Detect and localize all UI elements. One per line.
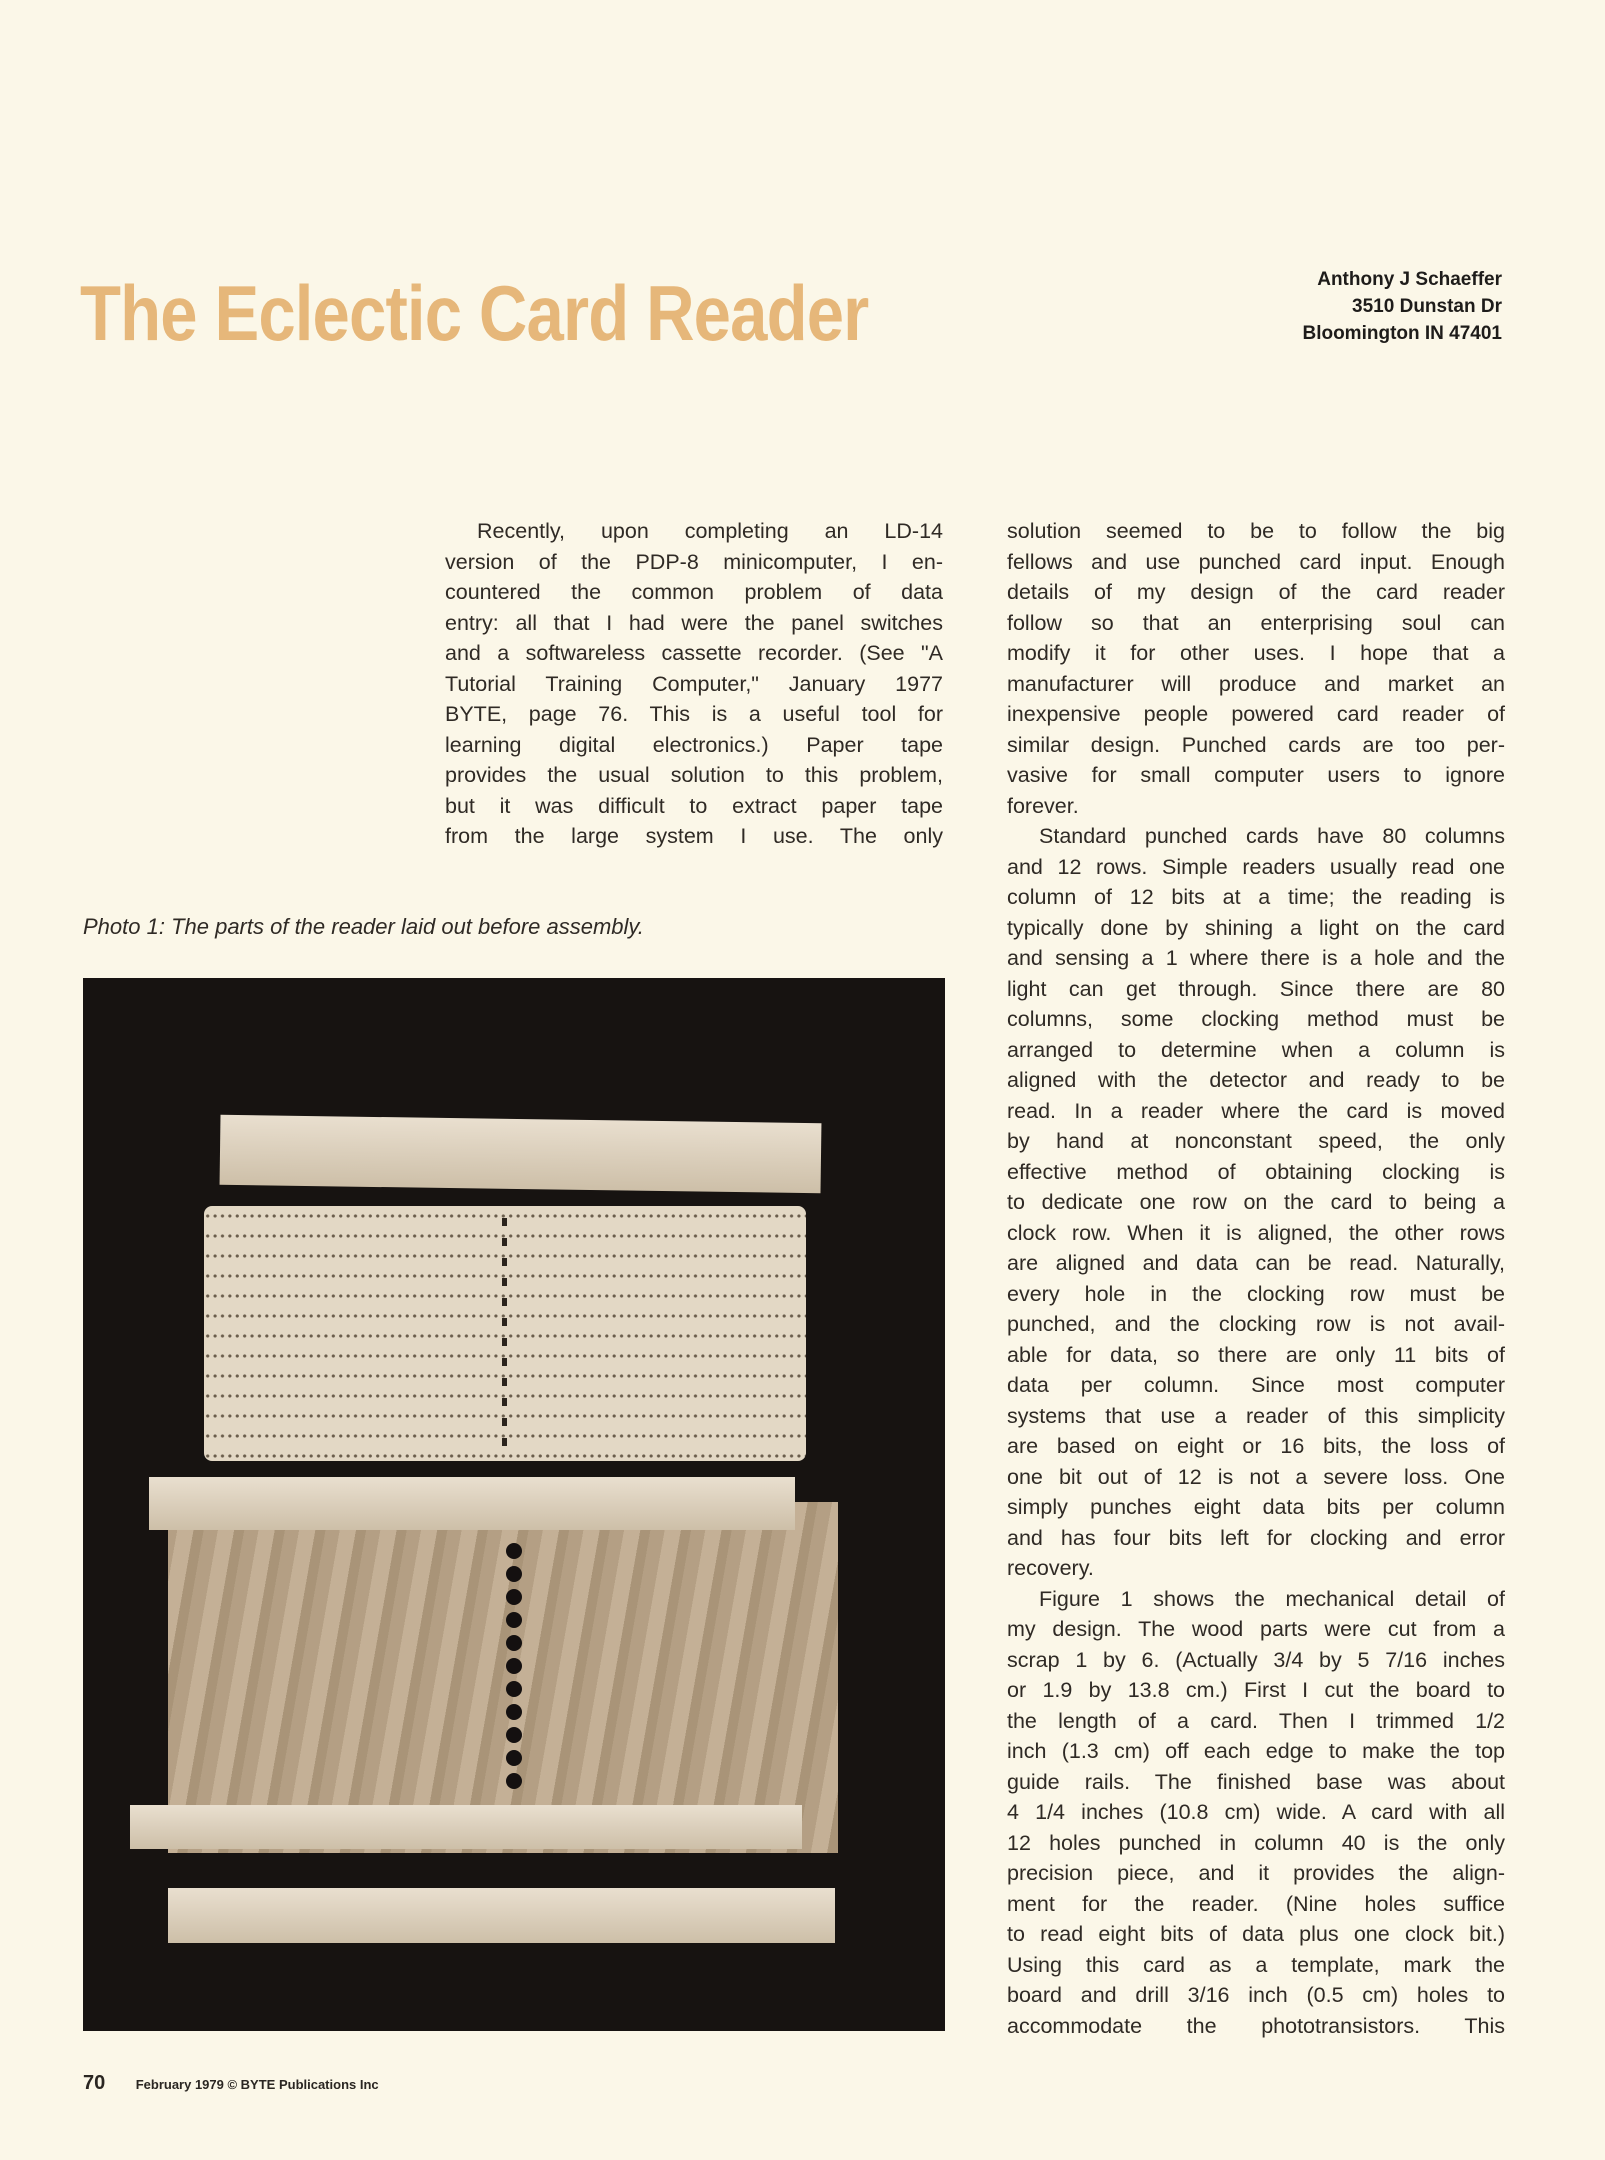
text-line: but it was difficult to extract paper tape <box>445 793 943 818</box>
text-line: ment for the reader. (Nine holes suffice <box>1007 1891 1505 1916</box>
text-line: read. In a reader where the card is moved <box>1007 1098 1505 1123</box>
text-line: arranged to determine when a column is <box>1007 1037 1505 1062</box>
lower-guide-rail <box>130 1805 802 1849</box>
text-line: Using this card as a template, mark the <box>1007 1952 1505 1977</box>
text-line: simply punches eight data bits per column <box>1007 1495 1505 1519</box>
text-line: to dedicate one row on the card to being a <box>1007 1190 1505 1214</box>
text-line: and sensing a 1 where there is a hole and the <box>1007 946 1505 970</box>
text-line: light can get through. Since there are 80 <box>1007 976 1505 1001</box>
text-line: to read eight bits of data plus one clock bit.) <box>1007 1922 1505 1946</box>
text-line: inch (1.3 cm) off each edge to make the top <box>1007 1739 1505 1763</box>
text-line: able for data, so there are only 11 bits of <box>1007 1342 1505 1367</box>
text-line: my design. The wood parts were cut from a <box>1007 1617 1505 1641</box>
punched-column <box>502 1218 507 1448</box>
punched-card <box>204 1206 806 1461</box>
text-line: 12 holes punched in column 40 is the only <box>1007 1830 1505 1855</box>
author-name: Anthony J Schaeffer <box>1317 269 1502 290</box>
text-line: inexpensive people powered card reader of <box>1007 702 1505 726</box>
top-guide-rail <box>220 1115 822 1193</box>
text-line: Tutorial Training Computer," January 1977 <box>445 671 943 696</box>
body-column-right <box>1007 516 1505 2041</box>
text-line: manufacturer will produce and market an <box>1007 671 1505 696</box>
text-line: board and drill 3/16 inch (0.5 cm) holes to <box>1007 1983 1505 2007</box>
text-line: by hand at nonconstant speed, the only <box>1007 1129 1505 1153</box>
hole <box>506 1612 522 1628</box>
text-line: accommodate the phototransistors. This <box>1007 2013 1505 2038</box>
text-line: vasive for small computer users to ignore <box>1007 763 1505 787</box>
text-line: every hole in the clocking row must be <box>1007 1281 1505 1306</box>
hole <box>506 1589 522 1605</box>
hole <box>506 1773 522 1789</box>
text-line: and a softwareless cassette recorder. (See "A <box>445 641 943 665</box>
text-line: effective method of obtaining clocking is <box>1007 1159 1505 1184</box>
text-line: column of 12 bits at a time; the reading is <box>1007 885 1505 909</box>
text-line: precision piece, and it provides the align- <box>1007 1861 1505 1885</box>
hole <box>506 1704 522 1720</box>
text-line: are aligned and data can be read. Naturally, <box>1007 1251 1505 1275</box>
author-city: Bloomington IN 47401 <box>1302 323 1502 344</box>
text-line: solution seemed to be to follow the big <box>1007 519 1505 543</box>
page-number: 70 <box>83 2072 106 2094</box>
text-line: fellows and use punched card input. Enough <box>1007 549 1505 574</box>
text-line: guide rails. The finished base was about <box>1007 1769 1505 1794</box>
text-line: forever. <box>1007 793 1079 818</box>
photo-caption: Photo 1: The parts of the reader laid out before assembly. <box>83 914 644 939</box>
bottom-strip <box>168 1888 835 1943</box>
text-line: punched, and the clocking row is not avail- <box>1007 1312 1505 1336</box>
page-footer <box>83 2072 379 2095</box>
text-line: and has four bits left for clocking and error <box>1007 1525 1505 1550</box>
text-line: the length of a card. Then I trimmed 1/2 <box>1007 1708 1505 1733</box>
text-line: details of my design of the card reader <box>1007 580 1505 604</box>
hole <box>506 1658 522 1674</box>
hole <box>506 1635 522 1651</box>
hole <box>506 1543 522 1559</box>
text-line: scrap 1 by 6. (Actually 3/4 by 5 7/16 inches <box>1007 1647 1505 1672</box>
text-line: recovery. <box>1007 1556 1094 1580</box>
article-title: The Eclectic Card Reader <box>80 269 869 357</box>
author-block <box>1302 266 1502 347</box>
text-line: entry: all that I had were the panel switches <box>445 610 943 635</box>
author-street: 3510 Dunstan Dr <box>1352 296 1502 317</box>
hole <box>506 1750 522 1766</box>
text-line: typically done by shining a light on the card <box>1007 915 1505 940</box>
text-line: systems that use a reader of this simplicity <box>1007 1403 1505 1428</box>
text-line: data per column. Since most computer <box>1007 1373 1505 1397</box>
text-line: 4 1/4 inches (10.8 cm) wide. A card with all <box>1007 1800 1505 1824</box>
publication-credit: February 1979 © BYTE Publications Inc <box>135 2077 379 2092</box>
text-line: modify it for other uses. I hope that a <box>1007 641 1505 665</box>
text-line: aligned with the detector and ready to be <box>1007 1068 1505 1092</box>
middle-guide-rail <box>149 1477 795 1530</box>
reader-base-board <box>168 1502 838 1853</box>
text-line: one bit out of 12 is not a severe loss. One <box>1007 1464 1505 1489</box>
text-line: from the large system I use. The only <box>445 824 943 848</box>
text-line: and 12 rows. Simple readers usually read one <box>1007 854 1505 879</box>
text-line: version of the PDP-8 minicomputer, I en- <box>445 549 943 574</box>
text-line: columns, some clocking method must be <box>1007 1007 1505 1031</box>
hole <box>506 1681 522 1697</box>
photo-reader-parts <box>83 978 945 2031</box>
text-line: follow so that an enterprising soul can <box>1007 610 1505 635</box>
text-line: are based on eight or 16 bits, the loss of <box>1007 1434 1505 1458</box>
text-line: countered the common problem of data <box>445 580 943 604</box>
text-line: Figure 1 shows the mechanical detail of <box>1039 1586 1505 1611</box>
text-line: Standard punched cards have 80 columns <box>1039 824 1505 848</box>
text-line: similar design. Punched cards are too per- <box>1007 732 1505 757</box>
text-line: clock row. When it is aligned, the other rows <box>1007 1220 1505 1245</box>
body-column-left <box>445 516 943 852</box>
text-line: provides the usual solution to this problem, <box>445 763 943 787</box>
text-line: BYTE, page 76. This is a useful tool for <box>445 702 943 726</box>
text-line: or 1.9 by 13.8 cm.) First I cut the board to <box>1007 1678 1505 1702</box>
hole <box>506 1727 522 1743</box>
text-line: learning digital electronics.) Paper tape <box>445 732 943 757</box>
hole <box>506 1566 522 1582</box>
text-line: Recently, upon completing an LD-14 <box>477 519 943 543</box>
